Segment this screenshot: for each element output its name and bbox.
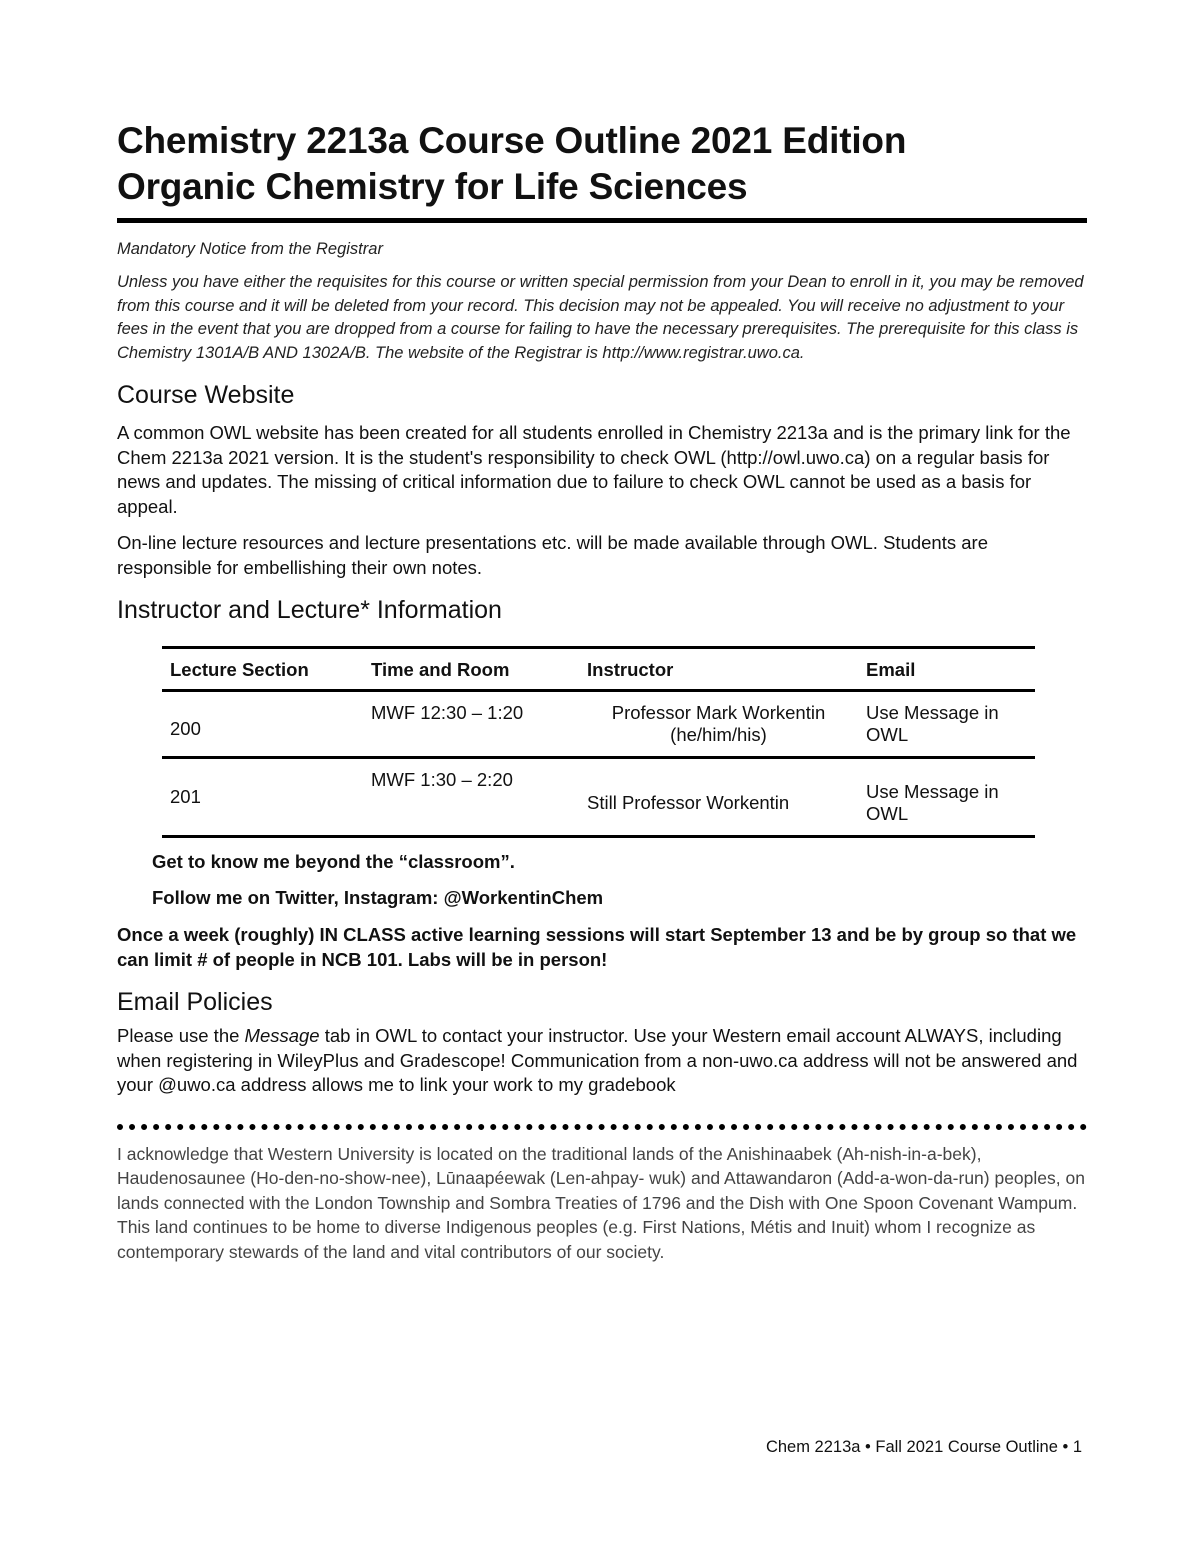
document-title [117, 118, 1087, 210]
email-cell: Use Message in OWL [858, 758, 1035, 837]
page-footer: Chem 2213a • Fall 2021 Course Outline • 1 [765, 1438, 1082, 1456]
course-website-paragraph-1: A common OWL website has been created for all students enrolled in Chemistry 2213a and is the primary link for the Chem 2213a 2021 version. It is the student's responsibility to check OWL (http://owl.uwo.ca) on a regular basis for news and updates. The missing of critical information due to failure to check OWL cannot be used as a basis for appeal. [117, 422, 1071, 517]
registrar-notice-heading: Mandatory Notice from the Registrar [117, 240, 383, 258]
section-cell: 200 [162, 691, 363, 758]
land-acknowledgement: I acknowledge that Western University is located on the traditional lands of the Anishinaabek (Ah-nish-in-a-bek), Haudenosaunee (Ho-den-no-show-nee), Lūnaapéewak (Len-ahpay- wuk) and Attawandaron (Add-a-won-da-run) peoples, on lands connected with the London Township and Sombra Treaties of 1796 and the Dish with One Spoon Covenant Wampum. This land continues to be home to diverse Indigenous peoples (e.g. First Nations, Métis and Inuit) whom I recognize as contemporary stewards of the land and vital contributors of our society. [117, 1143, 1085, 1262]
instructor-cell: Still Professor Workentin [579, 758, 858, 837]
active-learning-announcement: Once a week (roughly) IN CLASS active learning sessions will start September 13 and be by group so that we can limit # of people in NCB 101. Labs will be in person! [117, 924, 1077, 970]
email-policy-text-end: tab in OWL to contact your instructor. Use your Western email account ALWAYS, including when registering in WileyPlus and Gradescope! Communication from a non-uwo.ca address will not be answered and your @uwo.ca address allows me to link your work to my gradebook [117, 1025, 1078, 1095]
email-policies-paragraph [117, 1024, 1087, 1098]
registrar-notice-body: Unless you have either the requisites for this course or written special permission from your Dean to enroll in it, you may be removed from this course and it will be deleted from your record. This decision may not be appealed. You will receive no adjustment to your fees in the event that you are dropped from a course for failing to have the necessary prerequisites. The prerequisite for this class is Chemistry 1301A/B AND 1302A/B. The website of the Registrar is http://www.registrar.uwo.ca. [117, 273, 1084, 362]
column-header-instructor: Instructor [579, 648, 858, 691]
table-row [162, 758, 1035, 837]
dotted-divider [117, 1124, 1087, 1130]
course-website-paragraph-2: On-line lecture resources and lecture presentations etc. will be made available through OWL. Students are responsible for embellishing their own notes. [117, 532, 988, 578]
column-header-time: Time and Room [363, 648, 579, 691]
course-outline-page [117, 118, 1087, 1264]
instructor-pronouns: (he/him/his) [670, 724, 767, 745]
title-line-1: Chemistry 2213a Course Outline 2021 Edition [117, 120, 907, 161]
time-cell: MWF 12:30 – 1:20 [363, 691, 579, 758]
instructor-info-heading: Instructor and Lecture* Information [117, 596, 502, 624]
table-row [162, 691, 1035, 758]
title-divider [117, 218, 1087, 223]
get-to-know-line: Get to know me beyond the “classroom”. [152, 851, 515, 872]
column-header-section: Lecture Section [162, 648, 363, 691]
table-header-row [162, 648, 1035, 691]
follow-line: Follow me on Twitter, Instagram: @WorkentinChem [152, 887, 604, 908]
column-header-email: Email [858, 648, 1035, 691]
section-cell: 201 [162, 758, 363, 837]
title-line-2: Organic Chemistry for Life Sciences [117, 166, 748, 207]
email-cell: Use Message in OWL [858, 691, 1035, 758]
instructor-name: Professor Mark Workentin [611, 702, 826, 723]
time-cell: MWF 1:30 – 2:20 [363, 758, 579, 837]
email-policy-text-start: Please use the [117, 1025, 245, 1046]
email-policies-heading: Email Policies [117, 988, 273, 1016]
course-website-heading: Course Website [117, 381, 295, 409]
instructor-cell [579, 691, 858, 758]
lecture-table [162, 646, 1035, 838]
email-policy-message-tab: Message [244, 1025, 320, 1046]
